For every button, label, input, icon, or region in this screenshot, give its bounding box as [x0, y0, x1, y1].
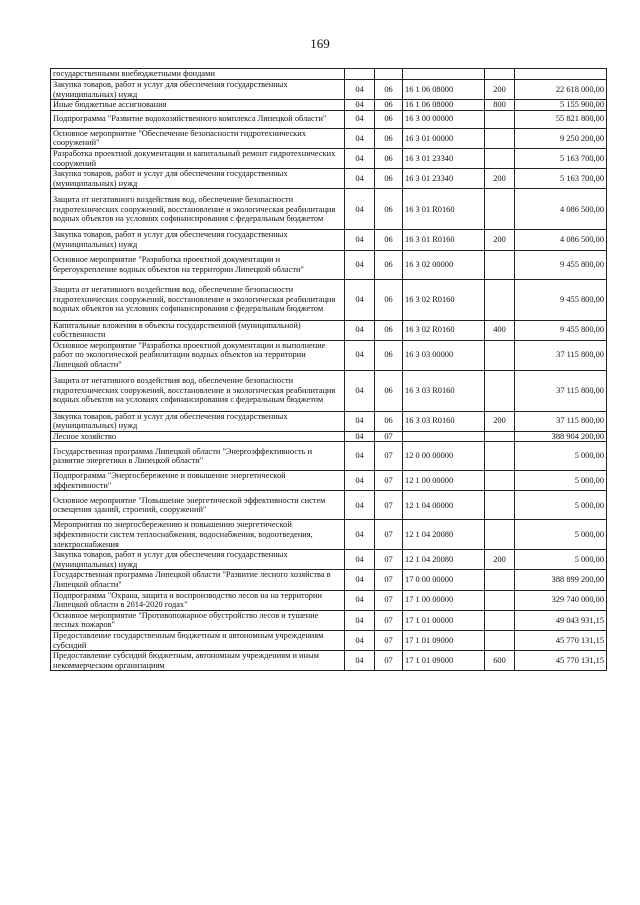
- row-section: 04: [345, 189, 375, 230]
- row-section: 04: [345, 610, 375, 630]
- budget-table-body: [51, 69, 607, 671]
- row-target-article: 16 3 02 R0160: [403, 279, 485, 320]
- row-subsection: 07: [375, 610, 403, 630]
- row-target-article: 17 1 00 00000: [403, 590, 485, 610]
- row-target-article: 12 1 00 00000: [403, 471, 485, 491]
- row-section: 04: [345, 442, 375, 471]
- row-section: 04: [345, 169, 375, 189]
- row-target-article: 16 1 06 08000: [403, 100, 485, 111]
- table-row: [51, 570, 607, 590]
- row-expense-type: [485, 110, 515, 128]
- table-row: [51, 69, 607, 80]
- table-row: [51, 230, 607, 250]
- row-expense-type: [485, 431, 515, 442]
- row-section: 04: [345, 100, 375, 111]
- row-expense-type: [485, 189, 515, 230]
- row-subsection: 07: [375, 631, 403, 651]
- table-row: [51, 128, 607, 148]
- row-expense-type: [485, 471, 515, 491]
- row-target-article: [403, 431, 485, 442]
- row-subsection: 06: [375, 340, 403, 370]
- table-row: [51, 320, 607, 340]
- row-target-article: 16 3 03 R0160: [403, 370, 485, 411]
- row-target-article: 17 1 01 09000: [403, 631, 485, 651]
- table-row: [51, 169, 607, 189]
- row-target-article: 16 3 02 R0160: [403, 320, 485, 340]
- row-amount: [515, 69, 607, 80]
- row-expense-type: [485, 570, 515, 590]
- row-name: Защита от негативного воздействия вод, обеспечение безопасности гидротехнических сооружений, восстановление и экологическая реабилитация водных объектов на условиях софинансирования с федеральным бюджетом: [51, 279, 345, 320]
- row-subsection: 07: [375, 590, 403, 610]
- row-subsection: 06: [375, 80, 403, 100]
- row-amount: 4 086 500,00: [515, 189, 607, 230]
- row-section: 04: [345, 651, 375, 671]
- row-section: 04: [345, 148, 375, 168]
- table-row: [51, 631, 607, 651]
- row-amount: 388 899 200,00: [515, 570, 607, 590]
- row-expense-type: 200: [485, 550, 515, 570]
- row-name: государственными внебюджетными фондами: [51, 69, 345, 80]
- row-target-article: 12 1 04 20080: [403, 520, 485, 550]
- row-subsection: 07: [375, 651, 403, 671]
- table-row: [51, 431, 607, 442]
- row-expense-type: [485, 250, 515, 279]
- row-section: 04: [345, 520, 375, 550]
- table-row: [51, 491, 607, 520]
- row-expense-type: 200: [485, 169, 515, 189]
- row-section: 04: [345, 550, 375, 570]
- row-amount: 5 000,00: [515, 550, 607, 570]
- row-subsection: [375, 69, 403, 80]
- row-target-article: 16 3 03 00000: [403, 340, 485, 370]
- row-subsection: 07: [375, 442, 403, 471]
- row-section: 04: [345, 128, 375, 148]
- row-section: 04: [345, 80, 375, 100]
- row-section: 04: [345, 230, 375, 250]
- row-amount: 9 250 200,00: [515, 128, 607, 148]
- table-row: [51, 110, 607, 128]
- row-amount: 5 000,00: [515, 442, 607, 471]
- row-target-article: 16 1 06 08000: [403, 80, 485, 100]
- table-row: [51, 411, 607, 431]
- row-expense-type: [485, 370, 515, 411]
- row-subsection: 06: [375, 250, 403, 279]
- row-amount: 5 000,00: [515, 520, 607, 550]
- row-amount: 5 155 900,00: [515, 100, 607, 111]
- row-subsection: 06: [375, 279, 403, 320]
- row-amount: 4 086 500,00: [515, 230, 607, 250]
- row-name: Капитальные вложения в объекты государственной (муниципальной) собственности: [51, 320, 345, 340]
- row-name: Закупка товаров, работ и услуг для обеспечения государственных (муниципальных) нужд: [51, 169, 345, 189]
- row-subsection: 06: [375, 169, 403, 189]
- row-target-article: 16 3 01 R0160: [403, 230, 485, 250]
- row-amount: 22 618 000,00: [515, 80, 607, 100]
- row-subsection: 06: [375, 370, 403, 411]
- row-subsection: 07: [375, 550, 403, 570]
- row-amount: 37 115 800,00: [515, 411, 607, 431]
- row-expense-type: 400: [485, 320, 515, 340]
- row-target-article: 16 3 01 00000: [403, 128, 485, 148]
- row-name: Лесное хозяйство: [51, 431, 345, 442]
- table-row: [51, 80, 607, 100]
- row-name: Разработка проектной документации и капитальный ремонт гидротехнических сооружений: [51, 148, 345, 168]
- table-row: [51, 148, 607, 168]
- row-subsection: 06: [375, 230, 403, 250]
- row-name: Основное мероприятие "Разработка проектной документации и берегоукрепление водных объектов на территории Липецкой области": [51, 250, 345, 279]
- row-expense-type: [485, 279, 515, 320]
- row-name: Закупка товаров, работ и услуг для обеспечения государственных (муниципальных) нужд: [51, 411, 345, 431]
- row-amount: 45 770 131,15: [515, 631, 607, 651]
- row-section: 04: [345, 340, 375, 370]
- row-expense-type: [485, 590, 515, 610]
- row-name: Мероприятия по энергосбережению и повышению энергетической эффективности систем теплоснабжения, водоснабжения, водоотведения, электроснабжения: [51, 520, 345, 550]
- row-amount: 5 163 700,00: [515, 148, 607, 168]
- row-amount: 37 115 800,00: [515, 340, 607, 370]
- row-expense-type: [485, 520, 515, 550]
- row-subsection: 06: [375, 148, 403, 168]
- row-target-article: 16 3 01 23340: [403, 169, 485, 189]
- row-subsection: 07: [375, 570, 403, 590]
- table-row: [51, 590, 607, 610]
- row-name: Основное мероприятие "Разработка проектной документации и выполнение работ по экологической реабилитации водных объектов на территории Липецкой области": [51, 340, 345, 370]
- row-section: [345, 69, 375, 80]
- row-expense-type: [485, 491, 515, 520]
- row-section: 04: [345, 471, 375, 491]
- table-row: [51, 279, 607, 320]
- row-amount: 9 455 800,00: [515, 250, 607, 279]
- row-name: Основное мероприятие "Обеспечение безопасности гидротехнических сооружений": [51, 128, 345, 148]
- row-name: Подпрограмма "Развитие водохозяйственного комплекса Липецкой области": [51, 110, 345, 128]
- row-expense-type: [485, 148, 515, 168]
- row-target-article: [403, 69, 485, 80]
- row-subsection: 06: [375, 100, 403, 111]
- row-name: Закупка товаров, работ и услуг для обеспечения государственных (муниципальных) нужд: [51, 80, 345, 100]
- row-target-article: 17 1 01 09000: [403, 651, 485, 671]
- table-row: [51, 610, 607, 630]
- row-subsection: 07: [375, 431, 403, 442]
- row-amount: 5 163 700,00: [515, 169, 607, 189]
- row-amount: 329 740 000,00: [515, 590, 607, 610]
- row-amount: 45 770 131,15: [515, 651, 607, 671]
- row-subsection: 07: [375, 491, 403, 520]
- row-target-article: 16 3 03 R0160: [403, 411, 485, 431]
- row-subsection: 07: [375, 471, 403, 491]
- row-subsection: 06: [375, 110, 403, 128]
- row-section: 04: [345, 411, 375, 431]
- table-row: [51, 520, 607, 550]
- row-subsection: 06: [375, 320, 403, 340]
- row-name: Государственная программа Липецкой области "Энергоэффективность и развитие энергетики в Липецкой области": [51, 442, 345, 471]
- row-amount: 388 904 200,00: [515, 431, 607, 442]
- row-name: Предоставление государственным бюджетным и автономным учреждениям субсидий: [51, 631, 345, 651]
- row-section: 04: [345, 250, 375, 279]
- row-expense-type: 200: [485, 411, 515, 431]
- row-section: 04: [345, 491, 375, 520]
- table-row: [51, 651, 607, 671]
- row-expense-type: [485, 128, 515, 148]
- table-row: [51, 370, 607, 411]
- row-subsection: 06: [375, 411, 403, 431]
- row-target-article: 17 1 01 00000: [403, 610, 485, 630]
- row-expense-type: [485, 340, 515, 370]
- row-section: 04: [345, 570, 375, 590]
- row-target-article: 16 3 01 R0160: [403, 189, 485, 230]
- row-name: Подпрограмма "Охрана, защита и воспроизводство лесов на на территории Липецкой области в 2014-2020 годах": [51, 590, 345, 610]
- row-name: Иные бюджетные ассигнования: [51, 100, 345, 111]
- row-section: 04: [345, 320, 375, 340]
- row-subsection: 06: [375, 128, 403, 148]
- row-target-article: 12 1 04 00000: [403, 491, 485, 520]
- row-expense-type: [485, 610, 515, 630]
- row-amount: 37 115 800,00: [515, 370, 607, 411]
- row-amount: 5 000,00: [515, 471, 607, 491]
- page-number: 169: [310, 36, 330, 51]
- row-target-article: 16 3 01 23340: [403, 148, 485, 168]
- table-row: [51, 250, 607, 279]
- table-row: [51, 100, 607, 111]
- row-expense-type: 200: [485, 80, 515, 100]
- row-section: 04: [345, 590, 375, 610]
- row-expense-type: [485, 69, 515, 80]
- row-name: Подпрограмма "Энергосбережение и повышение энергетической эффективности": [51, 471, 345, 491]
- row-name: Основное мероприятие "Повышение энергетической эффективности систем освещения зданий, строений, сооружений": [51, 491, 345, 520]
- row-section: 04: [345, 631, 375, 651]
- row-name: Основное мероприятие "Противопожарное обустройство лесов и тушение лесных пожаров": [51, 610, 345, 630]
- row-section: 04: [345, 431, 375, 442]
- row-target-article: 17 0 00 00000: [403, 570, 485, 590]
- row-name: Предоставление субсидий бюджетным, автономным учреждениям и иным некоммерческим организациям: [51, 651, 345, 671]
- row-name: Закупка товаров, работ и услуг для обеспечения государственных (муниципальных) нужд: [51, 230, 345, 250]
- row-name: Закупка товаров, работ и услуг для обеспечения государственных (муниципальных) нужд: [51, 550, 345, 570]
- row-target-article: 16 3 00 00000: [403, 110, 485, 128]
- row-section: 04: [345, 279, 375, 320]
- row-amount: 5 000,00: [515, 491, 607, 520]
- row-expense-type: 600: [485, 651, 515, 671]
- table-row: [51, 442, 607, 471]
- row-amount: 9 455 800,00: [515, 279, 607, 320]
- row-expense-type: [485, 442, 515, 471]
- row-subsection: 06: [375, 189, 403, 230]
- budget-table: [50, 68, 607, 671]
- row-section: 04: [345, 370, 375, 411]
- row-section: 04: [345, 110, 375, 128]
- row-target-article: 16 3 02 00000: [403, 250, 485, 279]
- row-expense-type: [485, 631, 515, 651]
- row-target-article: 12 0 00 00000: [403, 442, 485, 471]
- row-target-article: 12 1 04 20080: [403, 550, 485, 570]
- table-row: [51, 340, 607, 370]
- row-amount: 9 455 800,00: [515, 320, 607, 340]
- table-row: [51, 550, 607, 570]
- table-row: [51, 189, 607, 230]
- row-expense-type: 800: [485, 100, 515, 111]
- row-amount: 55 821 800,00: [515, 110, 607, 128]
- row-expense-type: 200: [485, 230, 515, 250]
- table-row: [51, 471, 607, 491]
- row-name: Защита от негативного воздействия вод, обеспечение безопасности гидротехнических сооружений, восстановление и экологическая реабилитация водных объектов на условиях софинансирования с федеральным бюджетом: [51, 189, 345, 230]
- row-subsection: 07: [375, 520, 403, 550]
- row-amount: 49 043 931,15: [515, 610, 607, 630]
- row-name: Государственная программа Липецкой области "Развитие лесного хозяйства в Липецкой области": [51, 570, 345, 590]
- row-name: Защита от негативного воздействия вод, обеспечение безопасности гидротехнических сооружений, восстановление и экологическая реабилитация водных объектов на условиях софинансирования с федеральным бюджетом: [51, 370, 345, 411]
